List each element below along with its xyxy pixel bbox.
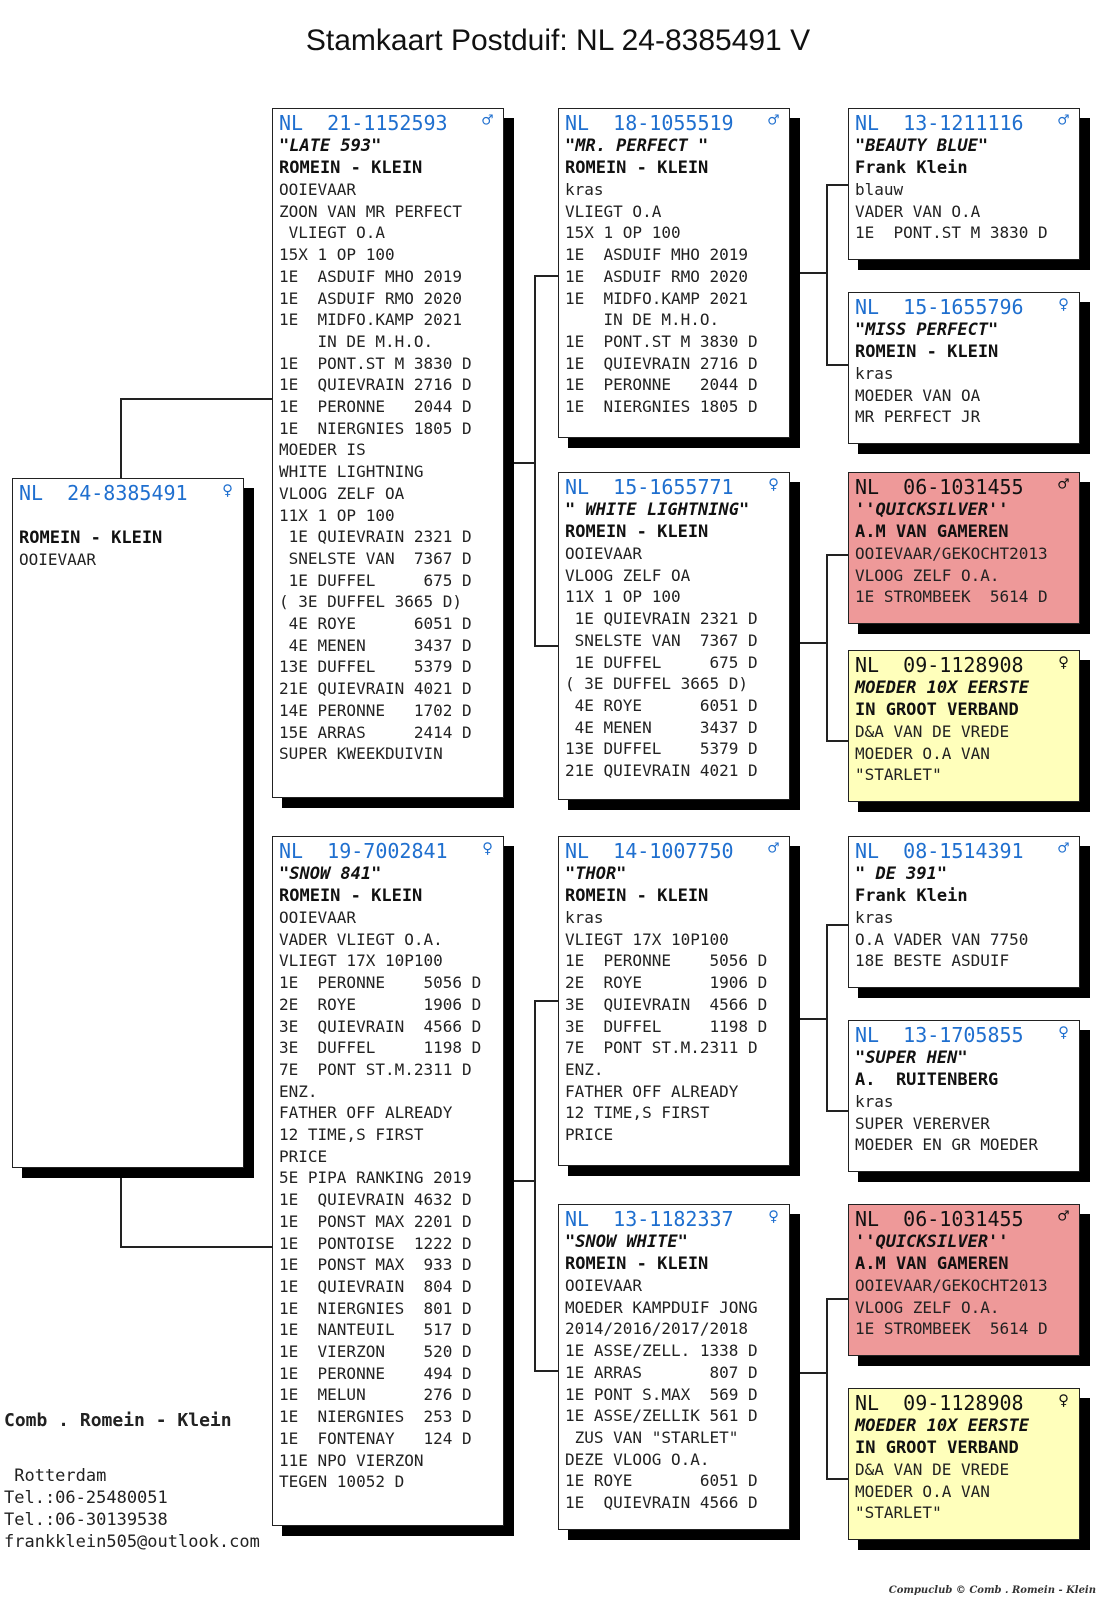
pigeon-card-father — [272, 108, 504, 798]
info-line: kras — [855, 364, 894, 383]
info-line: 4E ROYE 6051 D — [565, 695, 758, 715]
connector-line — [514, 462, 534, 464]
info-line: MOEDER KAMPDUIF JONG — [565, 1297, 758, 1317]
info-line: 1E QUIEVRAIN 804 D — [279, 1276, 472, 1296]
info-line: VLIEGT 17X 10P100 — [565, 929, 729, 949]
info-line: O.A VADER VAN 7750 — [855, 929, 1029, 949]
info-line: VADER VLIEGT O.A. — [279, 929, 443, 949]
page-title: Stamkaart Postduif: NL 24-8385491 V — [305, 24, 811, 57]
breeder-name: ROMEIN - KLEIN — [565, 522, 709, 542]
pigeon-card-mfm — [848, 1020, 1080, 1172]
info-line: 18E BESTE ASDUIF — [855, 951, 1010, 971]
breeder-name: ROMEIN - KLEIN — [19, 528, 163, 548]
connector-line — [120, 1246, 272, 1248]
info-line: 1E ASDUIF MHO 2019 — [565, 245, 749, 265]
connector-line — [826, 924, 828, 1110]
info-line: OOIEVAAR/GEKOCHT2013 — [855, 1276, 1048, 1295]
ring-number: NL 24-8385491 ♀ — [19, 480, 233, 505]
connector-line — [826, 554, 828, 740]
info-line: MOEDER O.A VAN — [855, 743, 990, 763]
pigeon-card-mother-father — [558, 836, 790, 1166]
info-line: 21E QUIEVRAIN 4021 D — [565, 761, 758, 781]
connector-line — [534, 1000, 558, 1002]
info-line: 15E ARRAS 2414 D — [279, 722, 472, 742]
connector-line — [826, 924, 848, 926]
info-line: FATHER OFF ALREADY — [565, 1081, 739, 1101]
female-icon: ♀ — [1058, 652, 1069, 673]
ring-number: NL 13-1211116 ♂ — [855, 110, 1069, 135]
info-line: 1E PONT.ST M 3830 D — [565, 331, 758, 351]
info-line: 2014/2016/2017/2018 — [565, 1319, 749, 1339]
pigeon-card-fmm — [848, 650, 1080, 802]
info-line: 12 TIME,S FIRST — [565, 1103, 710, 1123]
connector-line — [826, 364, 848, 366]
connector-line — [826, 1298, 848, 1300]
info-line: 13E DUFFEL 5379 D — [279, 657, 472, 677]
info-line: FATHER OFF ALREADY — [279, 1103, 453, 1123]
breeder-name: ROMEIN - KLEIN — [565, 886, 709, 906]
female-icon: ♀ — [1058, 294, 1069, 315]
info-line: 11E NPO VIERZON — [279, 1450, 424, 1470]
breeder-name: ROMEIN - KLEIN — [855, 342, 999, 362]
info-line: D&A VAN DE VREDE — [855, 1460, 1010, 1479]
info-line: 2E ROYE 1906 D — [279, 994, 482, 1014]
info-line: PRICE — [565, 1125, 614, 1145]
info-line: IN DE M.H.O. — [279, 331, 434, 351]
info-line: OOIEVAAR — [565, 544, 643, 563]
pigeon-card-ffm — [848, 292, 1080, 444]
pigeon-name: ''QUICKSILVER'' — [855, 500, 1009, 520]
info-line: 1E ASDUIF RMO 2020 — [565, 266, 749, 286]
info-line: 1E NIERGNIES 1805 D — [279, 418, 472, 438]
ring-number: NL 06-1031455 ♂ — [855, 474, 1069, 499]
connector-line — [120, 1168, 122, 1248]
connector-line — [800, 1372, 826, 1374]
pigeon-name: "MR. PERFECT " — [565, 136, 709, 156]
info-line: 1E PERONNE 5056 D — [279, 973, 482, 993]
breeder-name: ROMEIN - KLEIN — [565, 158, 709, 178]
info-line: 1E VIERZON 520 D — [279, 1342, 472, 1362]
info-line: 3E DUFFEL 1198 D — [565, 1016, 768, 1036]
ring-number: NL 13-1182337 ♀ — [565, 1206, 779, 1231]
info-line: 1E ROYE 6051 D — [565, 1471, 758, 1491]
pigeon-name: MOEDER 10X EERSTE — [855, 678, 1029, 698]
pigeon-card-root — [12, 478, 244, 1168]
breeder-name: Frank Klein — [855, 158, 968, 178]
info-line: MOEDER EN GR MOEDER — [855, 1135, 1039, 1155]
breeder-phone-1: Tel.:06-25480051 — [4, 1488, 168, 1508]
info-line: 1E PONST MAX 933 D — [279, 1255, 472, 1275]
pigeon-card-mff — [848, 836, 1080, 988]
ring-number: NL 09-1128908 ♀ — [855, 652, 1069, 677]
male-icon: ♂ — [768, 838, 779, 859]
pigeon-name: "THOR" — [565, 864, 627, 884]
info-line: 3E DUFFEL 1198 D — [279, 1038, 482, 1058]
connector-line — [120, 398, 122, 478]
info-line: MOEDER IS — [279, 440, 366, 460]
breeder-phone-2: Tel.:06-30139538 — [4, 1510, 168, 1530]
breeder-name: IN GROOT VERBAND — [855, 1438, 1019, 1458]
connector-line — [826, 184, 828, 364]
info-line: 1E ASDUIF RMO 2020 — [279, 288, 463, 308]
info-line: 1E MELUN 276 D — [279, 1385, 472, 1405]
pigeon-card-mmf — [848, 1204, 1080, 1356]
info-line: 1E PERONNE 2044 D — [279, 397, 472, 417]
connector-line — [826, 554, 848, 556]
info-line: 7E PONT ST.M.2311 D — [279, 1059, 472, 1079]
info-line: 7E PONT ST.M.2311 D — [565, 1038, 758, 1058]
info-line: SNELSTE VAN 7367 D — [279, 548, 472, 568]
info-line: 1E STROMBEEK 5614 D — [855, 587, 1048, 607]
connector-line — [826, 184, 848, 186]
info-line: VLIEGT 17X 10P100 — [279, 951, 443, 971]
pigeon-name: ''QUICKSILVER'' — [855, 1232, 1009, 1252]
breeder-name: ROMEIN - KLEIN — [279, 158, 423, 178]
male-icon: ♂ — [1058, 110, 1069, 131]
connector-line — [534, 1000, 536, 1370]
info-line: kras — [855, 1092, 894, 1111]
info-line: 1E DUFFEL 675 D — [565, 652, 758, 672]
info-line: ( 3E DUFFEL 3665 D) — [279, 592, 463, 612]
info-line: 1E NANTEUIL 517 D — [279, 1320, 472, 1340]
info-line: 4E ROYE 6051 D — [279, 614, 472, 634]
info-line: SUPER VERERVER — [855, 1113, 990, 1133]
info-line: 1E PERONNE 2044 D — [565, 375, 758, 395]
info-line: 1E MIDFO.KAMP 2021 — [565, 288, 749, 308]
info-line: 14E PERONNE 1702 D — [279, 700, 472, 720]
info-line: kras — [855, 908, 894, 927]
pigeon-name: MOEDER 10X EERSTE — [855, 1416, 1029, 1436]
info-line: OOIEVAAR — [19, 550, 97, 569]
info-line: ( 3E DUFFEL 3665 D) — [565, 674, 749, 694]
info-line: VLOOG ZELF OA — [565, 565, 691, 585]
female-icon: ♀ — [1058, 1022, 1069, 1043]
info-line: "STARLET" — [855, 1503, 942, 1523]
software-credit: Compuclub © Comb . Romein - Klein — [888, 1585, 1096, 1596]
info-line: 4E MENEN 3437 D — [565, 717, 758, 737]
info-line: OOIEVAAR — [279, 180, 357, 199]
female-icon: ♀ — [1058, 1390, 1069, 1411]
info-line: ZOON VAN MR PERFECT — [279, 201, 463, 221]
male-icon: ♂ — [1058, 838, 1069, 859]
info-line: SNELSTE VAN 7367 D — [565, 630, 758, 650]
info-line: VLOOG ZELF O.A. — [855, 565, 1000, 585]
info-line: PRICE — [279, 1146, 328, 1166]
info-line: D&A VAN DE VREDE — [855, 722, 1010, 741]
info-line: VLIEGT O.A — [565, 201, 662, 221]
info-line: 1E NIERGNIES 801 D — [279, 1298, 472, 1318]
info-line: 1E PONT.ST M 3830 D — [855, 223, 1048, 243]
info-line: TEGEN 10052 D — [279, 1472, 405, 1492]
info-line: 1E ASSE/ZELL. 1338 D — [565, 1341, 758, 1361]
info-line: kras — [565, 908, 604, 927]
info-line: 4E MENEN 3437 D — [279, 635, 472, 655]
breeder-company: Comb . Romein - Klein — [4, 1410, 232, 1431]
male-icon: ♂ — [1058, 1206, 1069, 1227]
connector-line — [826, 1110, 848, 1112]
pigeon-card-father-father — [558, 108, 790, 438]
pigeon-name: "SNOW WHITE" — [565, 1232, 688, 1252]
breeder-email: frankklein505@outlook.com — [4, 1532, 260, 1552]
info-line: SUPER KWEEKDUIVIN — [279, 744, 443, 764]
pigeon-name: "LATE 593" — [279, 136, 382, 156]
info-line: OOIEVAAR — [279, 908, 357, 927]
info-line: ZUS VAN "STARLET" — [565, 1427, 739, 1447]
info-line: 1E QUIEVRAIN 2321 D — [279, 527, 472, 547]
pigeon-card-mmm — [848, 1388, 1080, 1540]
info-line: 1E QUIEVRAIN 2716 D — [279, 375, 472, 395]
pigeon-card-fff — [848, 108, 1080, 260]
female-icon: ♀ — [768, 1206, 779, 1227]
pigeon-name: "BEAUTY BLUE" — [855, 136, 989, 156]
male-icon: ♂ — [768, 110, 779, 131]
male-icon: ♂ — [482, 110, 493, 131]
pigeon-card-father-mother — [558, 472, 790, 800]
info-line: 21E QUIEVRAIN 4021 D — [279, 679, 472, 699]
info-line: OOIEVAAR — [565, 1276, 643, 1295]
info-line: DEZE VLOOG O.A. — [565, 1449, 710, 1469]
connector-line — [534, 275, 558, 277]
connector-line — [120, 398, 272, 400]
info-line: 15X 1 OP 100 — [279, 245, 395, 265]
info-line: 1E NIERGNIES 253 D — [279, 1407, 472, 1427]
info-line: MR PERFECT JR — [855, 407, 981, 427]
ring-number: NL 21-1152593 ♂ — [279, 110, 493, 135]
info-line: VADER VAN O.A — [855, 201, 981, 221]
connector-line — [514, 1180, 534, 1182]
info-line: 1E PONST MAX 2201 D — [279, 1211, 472, 1231]
info-line: OOIEVAAR/GEKOCHT2013 — [855, 544, 1048, 563]
breeder-name: ROMEIN - KLEIN — [565, 1254, 709, 1274]
female-icon: ♀ — [222, 480, 233, 501]
info-line: 1E PERONNE 494 D — [279, 1363, 472, 1383]
info-line: 1E PONT.ST M 3830 D — [279, 353, 472, 373]
female-icon: ♀ — [482, 838, 493, 859]
male-icon: ♂ — [1058, 474, 1069, 495]
info-line: IN DE M.H.O. — [565, 310, 720, 330]
info-line: "STARLET" — [855, 765, 942, 785]
info-line: 1E FONTENAY 124 D — [279, 1428, 472, 1448]
info-line: 1E PONTOISE 1222 D — [279, 1233, 472, 1253]
info-line: VLIEGT O.A — [279, 223, 385, 243]
ring-number: NL 09-1128908 ♀ — [855, 1390, 1069, 1415]
info-line: 5E PIPA RANKING 2019 — [279, 1168, 472, 1188]
info-line: blauw — [855, 180, 904, 199]
breeder-name: Frank Klein — [855, 886, 968, 906]
breeder-name: A.M VAN GAMEREN — [855, 1254, 1009, 1274]
connector-line — [800, 642, 826, 644]
pigeon-name: " DE 391" — [855, 864, 948, 884]
connector-line — [534, 645, 558, 647]
ring-number: NL 13-1705855 ♀ — [855, 1022, 1069, 1047]
info-line: 12 TIME,S FIRST — [279, 1125, 424, 1145]
info-line: MOEDER O.A VAN — [855, 1481, 990, 1501]
ring-number: NL 08-1514391 ♂ — [855, 838, 1069, 863]
info-line: 3E QUIEVRAIN 4566 D — [279, 1016, 482, 1036]
info-line: 1E NIERGNIES 1805 D — [565, 397, 758, 417]
info-line: 1E QUIEVRAIN 4632 D — [279, 1190, 472, 1210]
info-line: 1E ARRAS 807 D — [565, 1362, 758, 1382]
info-line: 1E QUIEVRAIN 4566 D — [565, 1493, 758, 1513]
pigeon-name: "SNOW 841" — [279, 864, 382, 884]
pigeon-card-fmf — [848, 472, 1080, 624]
info-line: 1E ASDUIF MHO 2019 — [279, 266, 463, 286]
info-line: 1E QUIEVRAIN 2716 D — [565, 353, 758, 373]
info-line: 1E QUIEVRAIN 2321 D — [565, 609, 758, 629]
connector-line — [800, 1018, 826, 1020]
info-line: kras — [565, 180, 604, 199]
ring-number: NL 15-1655796 ♀ — [855, 294, 1069, 319]
pigeon-name: " WHITE LIGHTNING" — [565, 500, 750, 520]
info-line: ENZ. — [565, 1059, 604, 1079]
ring-number: NL 18-1055519 ♂ — [565, 110, 779, 135]
info-line: 3E QUIEVRAIN 4566 D — [565, 994, 768, 1014]
info-line: 1E PONT S.MAX 569 D — [565, 1384, 758, 1404]
info-line: 11X 1 OP 100 — [565, 587, 681, 607]
breeder-name: A.M VAN GAMEREN — [855, 522, 1009, 542]
info-line: VLOOG ZELF OA — [279, 483, 405, 503]
info-line: 1E ASSE/ZELLIK 561 D — [565, 1406, 758, 1426]
connector-line — [534, 275, 536, 645]
breeder-name: ROMEIN - KLEIN — [279, 886, 423, 906]
info-line: 11X 1 OP 100 — [279, 505, 395, 525]
info-line: WHITE LIGHTNING — [279, 462, 424, 482]
connector-line — [800, 272, 826, 274]
breeder-city: Rotterdam — [4, 1466, 107, 1486]
pigeon-card-mother-mother — [558, 1204, 790, 1530]
pigeon-card-mother — [272, 836, 504, 1526]
ring-number: NL 15-1655771 ♀ — [565, 474, 779, 499]
ring-number: NL 06-1031455 ♂ — [855, 1206, 1069, 1231]
info-line: 2E ROYE 1906 D — [565, 973, 768, 993]
female-icon: ♀ — [768, 474, 779, 495]
info-line: 1E DUFFEL 675 D — [279, 570, 472, 590]
connector-line — [826, 1298, 828, 1478]
info-line: 1E STROMBEEK 5614 D — [855, 1319, 1048, 1339]
connector-line — [826, 740, 848, 742]
info-line: 13E DUFFEL 5379 D — [565, 739, 758, 759]
info-line: 1E PERONNE 5056 D — [565, 951, 768, 971]
pigeon-name: "MISS PERFECT" — [855, 320, 999, 340]
info-line: 1E MIDFO.KAMP 2021 — [279, 310, 463, 330]
breeder-name: IN GROOT VERBAND — [855, 700, 1019, 720]
info-line: MOEDER VAN OA — [855, 385, 981, 405]
breeder-name: A. RUITENBERG — [855, 1070, 999, 1090]
connector-line — [826, 1478, 848, 1480]
pigeon-name: "SUPER HEN" — [855, 1048, 968, 1068]
info-line: ENZ. — [279, 1081, 318, 1101]
info-line: 15X 1 OP 100 — [565, 223, 681, 243]
ring-number: NL 14-1007750 ♂ — [565, 838, 779, 863]
connector-line — [534, 1370, 558, 1372]
info-line: VLOOG ZELF O.A. — [855, 1297, 1000, 1317]
ring-number: NL 19-7002841 ♀ — [279, 838, 493, 863]
